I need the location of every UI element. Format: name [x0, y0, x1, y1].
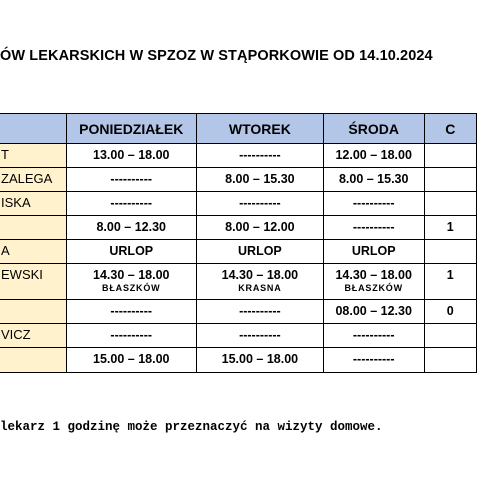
- table-row: [0, 144, 477, 168]
- table-row: [0, 264, 477, 300]
- location-label: BŁASZKÓW: [344, 283, 403, 293]
- hours-cell: [323, 168, 424, 192]
- schedule-table: [0, 113, 477, 373]
- hours-cell: [424, 240, 476, 264]
- hours-text: ----------: [110, 304, 153, 318]
- doctor-name-cell: ISKA: [0, 192, 66, 216]
- hours-cell: [323, 144, 424, 168]
- hours-text: 12.00 – 18.00: [335, 148, 412, 162]
- table-row: [0, 216, 477, 240]
- hours-text: ----------: [239, 148, 281, 162]
- hours-cell: [66, 216, 196, 240]
- hours-cell: [66, 168, 196, 192]
- header-cell-monday: PONIEDZIAŁEK: [66, 114, 196, 144]
- hours-text: ----------: [352, 328, 395, 342]
- hours-text: 14.30 – 18.00: [93, 268, 170, 282]
- hours-cell: [323, 348, 424, 373]
- hours-cell: [66, 324, 196, 348]
- hours-cell: [424, 192, 476, 216]
- header-cell-wednesday: ŚRODA: [323, 114, 424, 144]
- hours-text: ----------: [110, 328, 153, 342]
- hours-cell: [323, 264, 424, 300]
- hours-cell: [196, 144, 323, 168]
- hours-text: 1: [446, 220, 454, 234]
- hours-text: URLOP: [109, 244, 154, 258]
- hours-text: 8.00 – 12.30: [96, 220, 166, 234]
- hours-text: 13.00 – 18.00: [93, 148, 170, 162]
- hours-text: URLOP: [351, 244, 396, 258]
- doctor-name-cell: ZALEGA: [0, 168, 66, 192]
- hours-text: 8.00 – 12.00: [225, 220, 295, 234]
- hours-text: ----------: [352, 220, 395, 234]
- hours-text: ----------: [110, 196, 153, 210]
- footnote: lekarz 1 godzinę może przeznaczyć na wizyty domowe.: [0, 420, 383, 434]
- hours-text: ----------: [239, 328, 281, 342]
- hours-cell: [323, 216, 424, 240]
- hours-cell: [424, 264, 476, 300]
- doctor-name-cell: VICZ: [0, 324, 66, 348]
- hours-text: 0: [446, 304, 454, 318]
- doctor-name-cell: T: [0, 144, 66, 168]
- hours-cell: [424, 348, 476, 373]
- hours-cell: [424, 144, 476, 168]
- header-cell-thursday: C: [424, 114, 476, 144]
- doctor-name-cell: [0, 300, 66, 324]
- hours-cell: [424, 216, 476, 240]
- hours-text: ----------: [110, 172, 153, 186]
- hours-cell: [323, 300, 424, 324]
- header-cell-tuesday: WTOREK: [196, 114, 323, 144]
- hours-cell: [323, 240, 424, 264]
- table-row: [0, 168, 477, 192]
- table-row: [0, 324, 477, 348]
- hours-cell: [196, 168, 323, 192]
- page-title: ÓW LEKARSKICH W SPZOZ W STĄPORKOWIE OD 14.10.2024: [0, 48, 433, 64]
- hours-cell: [196, 264, 323, 300]
- hours-cell: [323, 324, 424, 348]
- hours-text: 15.00 – 18.00: [221, 352, 299, 366]
- hours-text: 1: [446, 268, 454, 282]
- doctor-name-cell: [0, 348, 66, 373]
- hours-cell: [323, 192, 424, 216]
- table-row: [0, 192, 477, 216]
- hours-cell: [196, 216, 323, 240]
- hours-text: ----------: [352, 196, 395, 210]
- location-label: KRASNA: [238, 283, 282, 293]
- hours-cell: [66, 144, 196, 168]
- hours-text: ----------: [352, 352, 395, 366]
- doctor-name-cell: [0, 216, 66, 240]
- hours-cell: [66, 348, 196, 373]
- table-row: [0, 240, 477, 264]
- hours-text: ----------: [239, 196, 281, 210]
- hours-cell: [66, 264, 196, 300]
- header-row: [0, 114, 477, 144]
- header-cell-name: [0, 114, 66, 144]
- hours-cell: [424, 168, 476, 192]
- hours-cell: [66, 192, 196, 216]
- hours-cell: [424, 324, 476, 348]
- table-row: [0, 300, 477, 324]
- doctor-name-cell: EWSKI: [0, 264, 66, 300]
- hours-cell: [424, 300, 476, 324]
- hours-cell: [196, 324, 323, 348]
- hours-text: 8.00 – 15.30: [225, 172, 295, 186]
- hours-text: 08.00 – 12.30: [335, 304, 412, 318]
- table-row: [0, 348, 477, 373]
- hours-text: 14.30 – 18.00: [335, 268, 412, 282]
- hours-cell: [196, 348, 323, 373]
- doctor-name-cell: A: [0, 240, 66, 264]
- hours-cell: [196, 300, 323, 324]
- hours-cell: [196, 240, 323, 264]
- hours-cell: [66, 240, 196, 264]
- hours-text: URLOP: [238, 244, 282, 258]
- hours-text: 15.00 – 18.00: [93, 352, 170, 366]
- hours-text: ----------: [239, 304, 281, 318]
- hours-cell: [66, 300, 196, 324]
- hours-text: 8.00 – 15.30: [338, 172, 409, 186]
- hours-text: 14.30 – 18.00: [221, 268, 299, 282]
- location-label: BŁASZKÓW: [102, 283, 161, 293]
- hours-cell: [196, 192, 323, 216]
